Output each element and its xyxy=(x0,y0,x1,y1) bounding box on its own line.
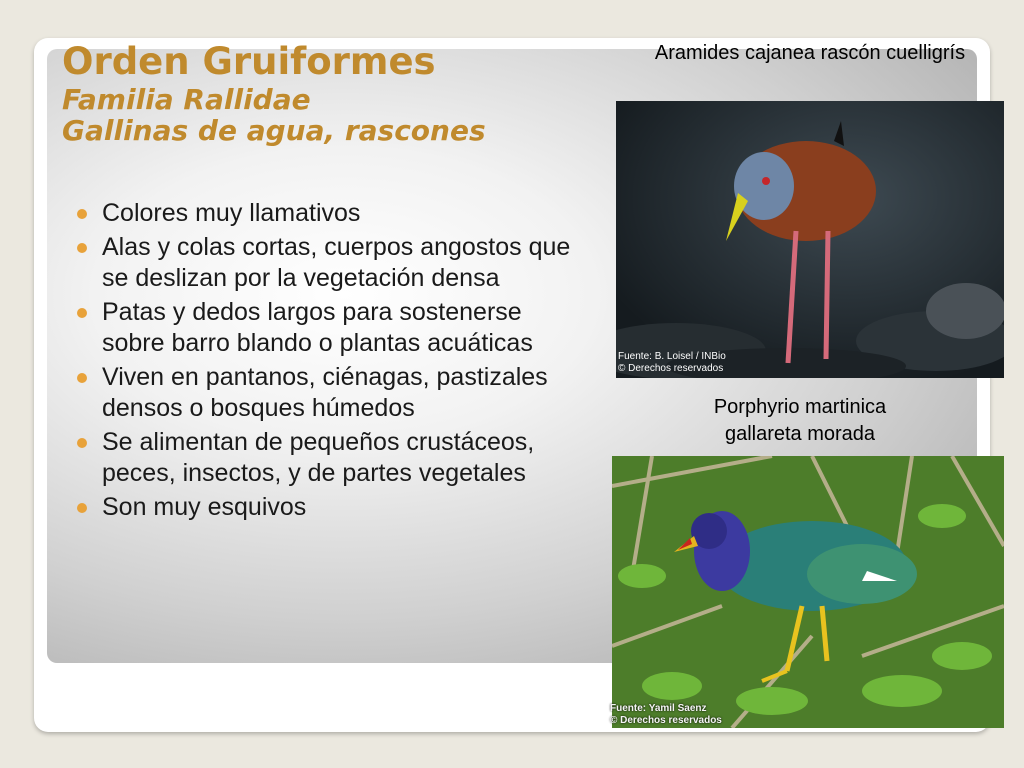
bullet-icon xyxy=(77,503,87,513)
list-item-text: Se alimentan de pequeños crustáceos, peces, insectos, y de partes vegetales xyxy=(102,428,535,487)
list-item xyxy=(74,232,574,294)
bullet-icon xyxy=(77,209,87,219)
bullet-icon xyxy=(77,438,87,448)
list-item xyxy=(74,427,574,489)
list-item-text: Viven en pantanos, ciénagas, pastizales densos o bosques húmedos xyxy=(102,363,548,422)
bullet-icon xyxy=(77,243,87,253)
photo2-caption-scientific: Porphyrio martinica xyxy=(713,396,887,418)
slide-subtitle-common-name: Gallinas de agua, rascones xyxy=(62,114,486,147)
list-item-text: Alas y colas cortas, cuerpos angostos que se deslizan por la vegetación densa xyxy=(102,233,571,292)
slide-title: Orden Gruiformes xyxy=(62,40,436,83)
list-item-text: Patas y dedos largos para sostenerse sobre barro blando o plantas acuáticas xyxy=(102,298,533,357)
photo1-credit-rights: © Derechos reservados xyxy=(618,363,724,374)
purple-gallinule-photo xyxy=(612,456,1004,728)
photo2-credit-source: Fuente: Yamil Saenz xyxy=(610,703,707,714)
list-item xyxy=(74,492,574,523)
list-item xyxy=(74,297,574,359)
photo1-credit-source: Fuente: B. Loisel / INBio xyxy=(618,351,726,362)
photo2-caption xyxy=(600,394,1000,448)
bullet-icon xyxy=(77,308,87,318)
gray-necked-wood-rail-photo xyxy=(616,101,1004,378)
photo1-caption: Aramides cajanea rascón cuelligrís xyxy=(654,42,966,64)
list-item xyxy=(74,362,574,424)
bullet-list xyxy=(74,198,574,526)
list-item-text: Son muy esquivos xyxy=(102,493,307,521)
photo1-credit xyxy=(618,351,726,375)
list-item xyxy=(74,198,574,229)
bullet-icon xyxy=(77,373,87,383)
title-block xyxy=(62,40,486,146)
list-item-text: Colores muy llamativos xyxy=(102,199,361,227)
slide-subtitle-family: Familia Rallidae xyxy=(62,83,311,116)
photo2-credit-rights: © Derechos reservados xyxy=(610,715,722,726)
photo2-caption-common: gallareta morada xyxy=(724,423,876,445)
photo2-credit xyxy=(610,703,722,727)
